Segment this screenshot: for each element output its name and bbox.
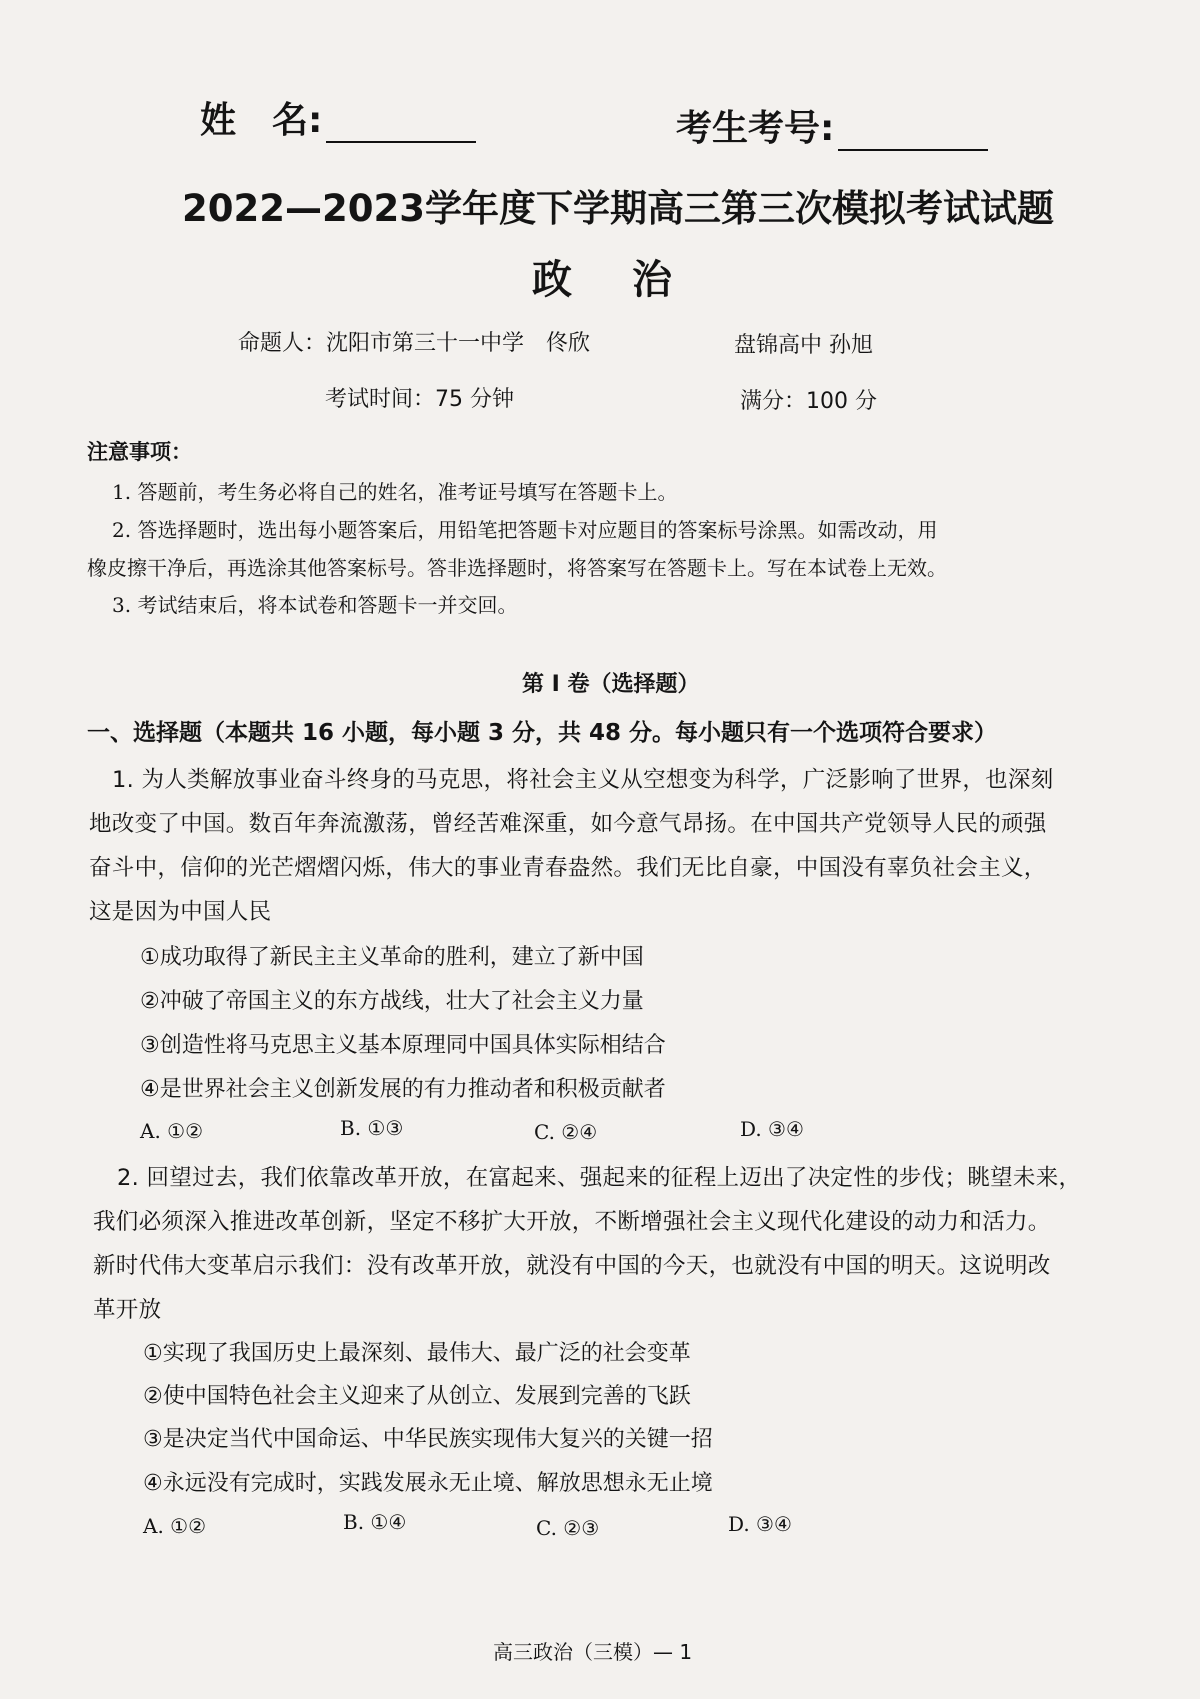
question-text: 这是因为中国人民 [89, 899, 272, 925]
choice-b: B. ①③ [340, 1116, 404, 1140]
choice-a: A. ①② [143, 1514, 207, 1538]
exam-number-field [676, 100, 988, 151]
question-text: 新时代伟大变革启示我们：没有改革开放，就没有中国的今天，也就没有中国的明天。这说明改 [93, 1253, 1051, 1279]
choice-a: A. ①② [140, 1119, 204, 1143]
question-text: 1. 为人类解放事业奋斗终身的马克思，将社会主义从空想变为科学，广泛影响了世界，也深刻 [112, 767, 1054, 793]
choice-c: C. ②③ [536, 1516, 600, 1540]
exam-time: 考试时间：75 分钟 [325, 387, 514, 412]
choice-c: C. ②④ [534, 1120, 598, 1144]
statement: ②使中国特色社会主义迎来了从创立、发展到完善的飞跃 [143, 1384, 691, 1409]
choice-d: D. ③④ [740, 1117, 804, 1141]
statement: ④永远没有完成时，实践发展永无止境、解放思想永无止境 [143, 1471, 713, 1496]
statement: ③是决定当代中国命运、中华民族实现伟大复兴的关键一招 [143, 1427, 713, 1452]
notice-item: 3. 考试结束后，将本试卷和答题卡一并交回。 [112, 593, 518, 617]
exam-number-blank [838, 117, 988, 151]
statement: ④是世界社会主义创新发展的有力推动者和积极贡献者 [140, 1077, 666, 1102]
statement: ③创造性将马克思主义基本原理同中国具体实际相结合 [140, 1033, 666, 1058]
exam-number-label: 考生考号: [676, 108, 835, 149]
question-text: 我们必须深入推进改革创新，坚定不移扩大开放，不断增强社会主义现代化建设的动力和活力。 [93, 1209, 1051, 1235]
question-text: 2. 回望过去，我们依靠改革开放，在富起来、强起来的征程上迈出了决定性的步伐；眺望未来， [117, 1165, 1082, 1191]
exam-score: 满分：100 分 [740, 389, 877, 414]
notice-item: 橡皮擦干净后，再选涂其他答案标号。答非选择题时，将答案写在答题卡上。写在本试卷上无效。 [87, 556, 947, 580]
question-text: 革开放 [93, 1297, 162, 1323]
name-field [200, 92, 476, 143]
notice-heading: 注意事项： [87, 440, 192, 464]
name-label: 姓 名: [200, 100, 323, 141]
question-text: 奋斗中，信仰的光芒熠熠闪烁，伟大的事业青春盎然。我们无比自豪，中国没有辜负社会主义， [89, 855, 1047, 881]
page-footer: 高三政治（三模）— 1 [493, 1640, 693, 1664]
question-text: 地改变了中国。数百年奔流激荡，曾经苦难深重，如今意气昂扬。在中国共产党领导人民的顽强 [89, 811, 1047, 837]
section-title: 一、选择题（本题共 16 小题，每小题 3 分，共 48 分。每小题只有一个选项符合要求） [87, 720, 998, 746]
name-blank [326, 109, 476, 143]
part-title: 第 I 卷（选择题） [522, 672, 700, 697]
statement: ①成功取得了新民主主义革命的胜利，建立了新中国 [140, 945, 644, 970]
choice-b: B. ①④ [343, 1510, 407, 1534]
authors-secondary: 盘锦高中 孙旭 [734, 333, 873, 358]
statement: ②冲破了帝国主义的东方战线，壮大了社会主义力量 [140, 989, 644, 1014]
statement: ①实现了我国历史上最深刻、最伟大、最广泛的社会变革 [143, 1341, 691, 1366]
notice-item: 2. 答选择题时，选出每小题答案后，用铅笔把答题卡对应题目的答案标号涂黑。如需改动，用 [112, 518, 938, 542]
exam-title: 2022—2023学年度下学期高三第三次模拟考试试题 [182, 187, 1054, 230]
choice-d: D. ③④ [728, 1512, 792, 1536]
notice-item: 1. 答题前，考生务必将自己的姓名，准考证号填写在答题卡上。 [112, 480, 678, 504]
authors-primary: 命题人：沈阳市第三十一中学 佟欣 [238, 331, 591, 356]
subject-title: 政治 [532, 257, 732, 303]
